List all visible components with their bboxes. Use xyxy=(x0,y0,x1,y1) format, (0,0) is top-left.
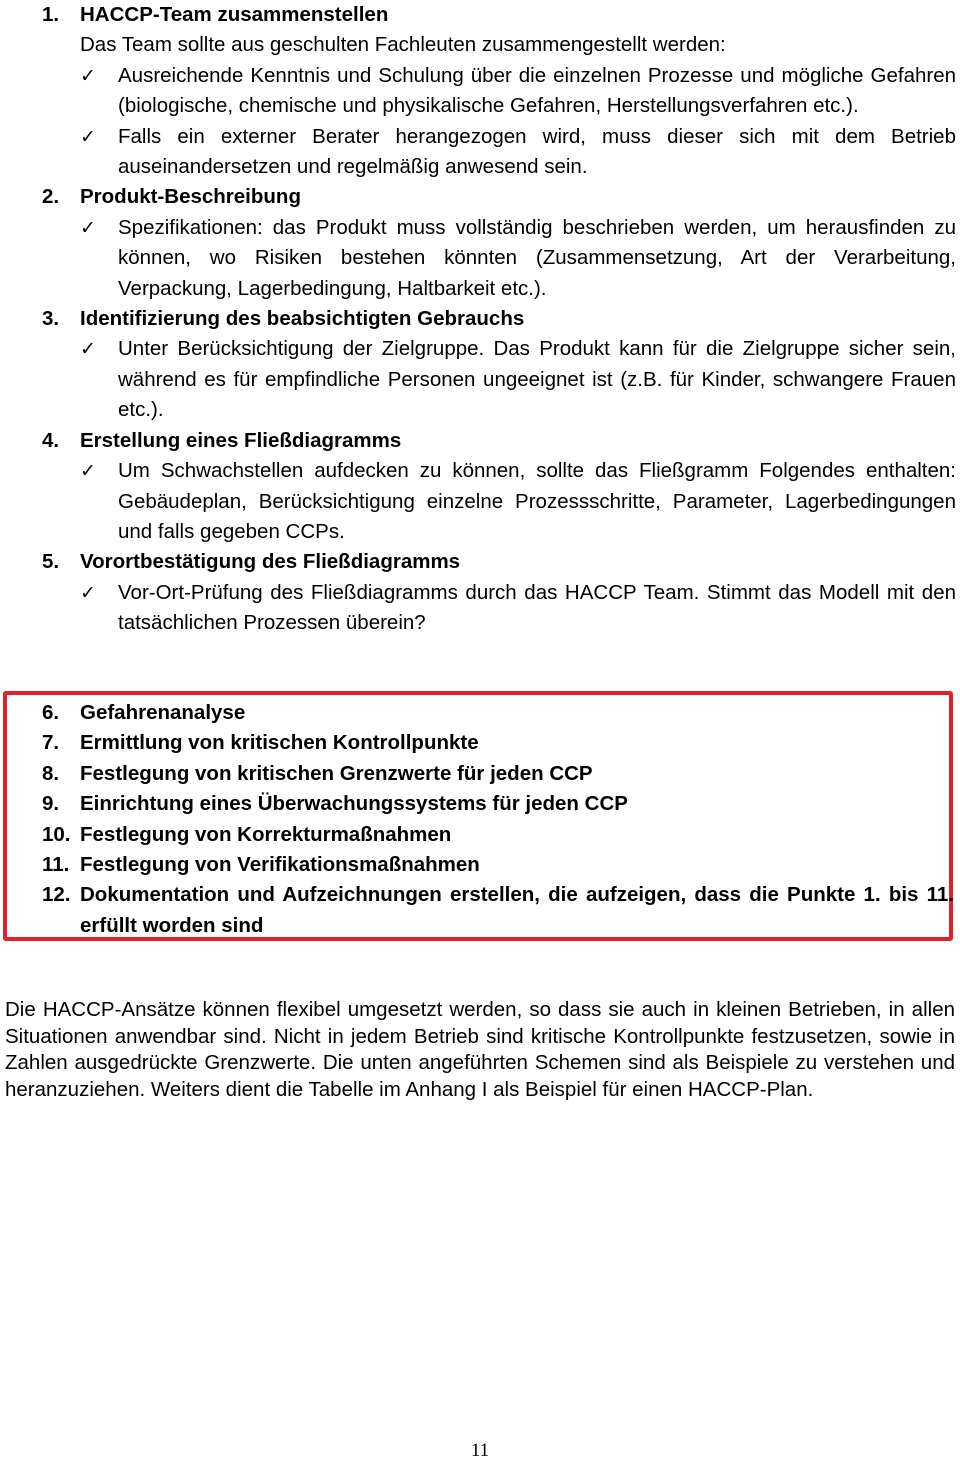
step-items xyxy=(80,456,960,547)
step-title: HACCP-Team zusammenstellen xyxy=(80,3,389,26)
list-item-text: Spezifikationen: das Produkt muss vollständig beschrieben werden, um herausfinden zu können, wo Risiken bestehen könnten (Zusammensetzung, Art der Verarbeitung, Verpackung, Lagerbedingung, Haltbarkeit etc.). xyxy=(118,215,956,300)
checkmark-icon: ✓ xyxy=(80,64,96,87)
step-title: Ermittlung von kritischen Kontrollpunkte xyxy=(80,731,479,755)
step-1 xyxy=(0,0,960,182)
list-item xyxy=(80,578,960,639)
checkmark-icon: ✓ xyxy=(80,338,96,361)
step-5 xyxy=(0,547,960,638)
step-number: 7. xyxy=(42,731,60,755)
step-6 xyxy=(0,698,960,728)
step-number: 10. xyxy=(42,822,71,846)
step-title: Identifizierung des beabsichtigten Gebrauchs xyxy=(80,307,525,331)
step-title: Gefahrenanalyse xyxy=(80,701,246,724)
checkmark-icon: ✓ xyxy=(80,581,96,604)
step-number: 3. xyxy=(42,307,60,331)
hazard-steps-list xyxy=(0,698,960,941)
step-title: Festlegung von Verifikationsmaßnahmen xyxy=(80,853,480,877)
step-3 xyxy=(0,304,960,426)
list-item xyxy=(80,213,960,304)
step-12 xyxy=(0,880,960,941)
list-item-text: Vor-Ort-Prüfung des Fließdiagramms durch das HACCP Team. Stimmt das Modell mit den tatsächlichen Prozessen überein? xyxy=(118,580,956,635)
step-2 xyxy=(0,182,960,304)
step-title: Dokumentation und Aufzeichnungen erstellen, die aufzeigen, dass die Punkte 1. bis 11. erfüllt worden sind xyxy=(80,883,954,937)
step-8 xyxy=(0,759,960,789)
step-7 xyxy=(0,728,960,758)
step-items xyxy=(80,213,960,304)
checkmark-icon: ✓ xyxy=(80,460,96,483)
step-items xyxy=(80,334,960,425)
page-number: 11 xyxy=(470,1440,490,1461)
step-11 xyxy=(0,850,960,880)
step-9 xyxy=(0,789,960,819)
list-item xyxy=(80,61,960,122)
step-items xyxy=(80,61,960,183)
step-10 xyxy=(0,820,960,850)
step-4 xyxy=(0,426,960,548)
step-title: Erstellung eines Fließdiagramms xyxy=(80,428,402,452)
list-item-text: Um Schwachstellen aufdecken zu können, sollte das Fließgramm Folgendes enthalten: Gebäudeplan, Berücksichtigung einzelne Prozessschritte, Parameter, Lagerbedingungen und falls gegeben CCPs. xyxy=(118,459,956,543)
list-item-text: Unter Berücksichtigung der Zielgruppe. Das Produkt kann für die Zielgruppe sicher sein, während es für empfindliche Personen ungeeignet ist (z.B. für Kinder, schwangere Frauen etc.). xyxy=(118,337,956,422)
list-item-text: Falls ein externer Berater herangezogen wird, muss dieser sich mit dem Betrieb auseinandersetzen und regelmäßig anwesend sein. xyxy=(118,124,956,179)
step-number: 9. xyxy=(42,792,60,816)
step-number: 8. xyxy=(42,761,60,785)
step-number: 1. xyxy=(42,3,60,26)
step-number: 2. xyxy=(42,185,60,209)
step-number: 11. xyxy=(42,853,70,877)
list-item xyxy=(80,122,960,183)
step-title: Festlegung von Korrekturmaßnahmen xyxy=(80,822,452,846)
step-number: 5. xyxy=(42,550,60,574)
step-title: Produkt-Beschreibung xyxy=(80,185,301,209)
step-number: 12. xyxy=(42,883,71,907)
checkmark-icon: ✓ xyxy=(80,216,96,239)
checkmark-icon: ✓ xyxy=(80,125,96,148)
step-number: 6. xyxy=(42,701,60,724)
step-intro: Das Team sollte aus geschulten Fachleuten zusammengestellt werden: xyxy=(80,33,726,57)
step-title: Vorortbestätigung des Fließdiagramms xyxy=(80,550,461,574)
list-item xyxy=(80,456,960,547)
list-item xyxy=(80,334,960,425)
step-title: Einrichtung eines Überwachungssystems für jeden CCP xyxy=(80,792,628,816)
closing-paragraph: Die HACCP-Ansätze können flexibel umgesetzt werden, so dass sie auch in kleinen Betrieben, in allen Situationen anwendbar sind. Nicht in jedem Betrieb sind kritische Kontrollpunkte festzusetzen, sowie in Zahlen ausgedrückte Grenzwerte. Die unten angeführten Schemen sind als Beispiele zu verstehen und heranzuziehen. Weiters dient die Tabelle im Anhang I als Beispiel für einen HACCP-Plan. xyxy=(5,998,955,1101)
haccp-steps-list xyxy=(0,0,960,639)
step-title: Festlegung von kritischen Grenzwerte für jeden CCP xyxy=(80,761,593,785)
step-items xyxy=(80,578,960,639)
step-number: 4. xyxy=(42,428,60,452)
list-item-text: Ausreichende Kenntnis und Schulung über die einzelnen Prozesse und mögliche Gefahren (biologische, chemische und physikalische Gefahren, Herstellungsverfahren etc.). xyxy=(118,63,956,118)
